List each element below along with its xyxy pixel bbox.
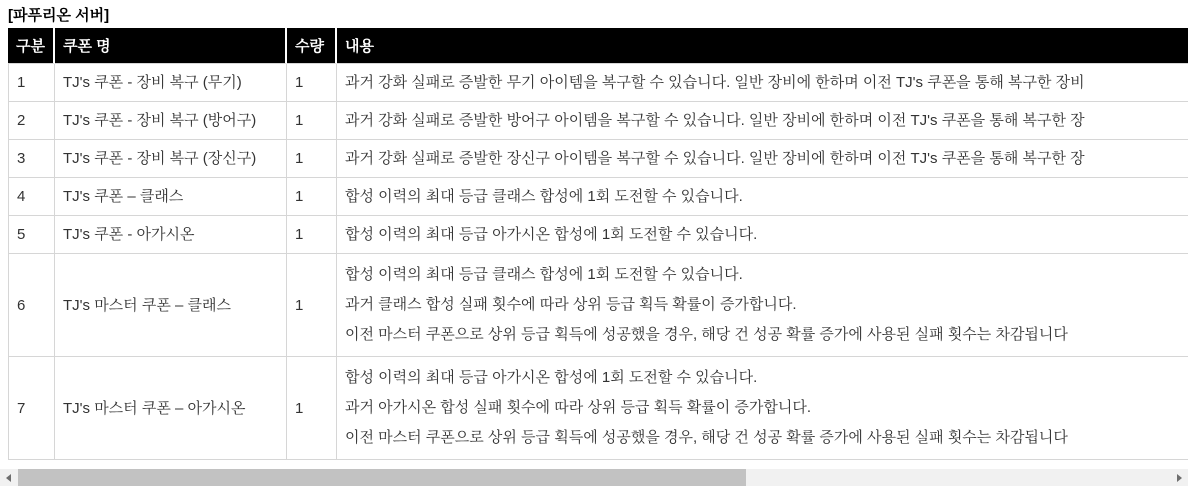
table-row xyxy=(8,254,1188,357)
description-line: 합성 이력의 최대 등급 클래스 합성에 1회 도전할 수 있습니다. xyxy=(345,266,743,283)
cell-description xyxy=(337,216,1188,254)
horizontal-scrollbar[interactable] xyxy=(0,469,1188,486)
cell-no: 1 xyxy=(8,64,55,102)
table-row xyxy=(8,357,1188,460)
table-row xyxy=(8,178,1188,216)
cell-coupon-name: TJ's 쿠폰 – 클래스 xyxy=(55,178,287,216)
description-line: 과거 아가시온 합성 실패 횟수에 따라 상위 등급 획득 확률이 증가합니다. xyxy=(345,399,812,416)
cell-coupon-name: TJ's 쿠폰 - 장비 복구 (장신구) xyxy=(55,140,287,178)
table-viewport xyxy=(8,28,1188,462)
scroll-right-button[interactable] xyxy=(1171,469,1188,486)
cell-coupon-name: TJ's 쿠폰 - 아가시온 xyxy=(55,216,287,254)
cell-description xyxy=(337,254,1188,357)
cell-quantity: 1 xyxy=(287,102,337,140)
description-line: 합성 이력의 최대 등급 클래스 합성에 1회 도전할 수 있습니다. xyxy=(345,188,743,205)
column-header-description: 내용 xyxy=(337,28,1188,64)
description-line: 과거 강화 실패로 증발한 방어구 아이템을 복구할 수 있습니다. 일반 장비에 한하며 이전 TJ's 쿠폰을 통해 복구한 장 xyxy=(345,112,1085,129)
cell-coupon-name: TJ's 마스터 쿠폰 – 아가시온 xyxy=(55,357,287,460)
cell-quantity: 1 xyxy=(287,178,337,216)
cell-description xyxy=(337,178,1188,216)
cell-no: 7 xyxy=(8,357,55,460)
table-row xyxy=(8,216,1188,254)
table-row xyxy=(8,140,1188,178)
scroll-left-button[interactable] xyxy=(0,469,17,486)
description-line: 이전 마스터 쿠폰으로 상위 등급 획득에 성공했을 경우, 해당 건 성공 확률 증가에 사용된 실패 횟수는 차감됩니다 xyxy=(345,326,1068,343)
coupon-table xyxy=(8,28,1188,460)
cell-description xyxy=(337,140,1188,178)
cell-coupon-name: TJ's 쿠폰 - 장비 복구 (무기) xyxy=(55,64,287,102)
cell-coupon-name: TJ's 쿠폰 - 장비 복구 (방어구) xyxy=(55,102,287,140)
page-title: [파푸리온 서버] xyxy=(8,7,110,24)
cell-quantity: 1 xyxy=(287,357,337,460)
column-header-category: 구분 xyxy=(8,28,55,64)
description-line: 이전 마스터 쿠폰으로 상위 등급 획득에 성공했을 경우, 해당 건 성공 확률 증가에 사용된 실패 횟수는 차감됩니다 xyxy=(345,429,1068,446)
cell-description xyxy=(337,64,1188,102)
header-row xyxy=(8,28,1188,64)
description-line: 과거 클래스 합성 실패 횟수에 따라 상위 등급 획득 확률이 증가합니다. xyxy=(345,296,797,313)
column-header-coupon-name: 쿠폰 명 xyxy=(55,28,287,64)
cell-description xyxy=(337,357,1188,460)
cell-no: 4 xyxy=(8,178,55,216)
cell-description xyxy=(337,102,1188,140)
cell-no: 5 xyxy=(8,216,55,254)
cell-no: 3 xyxy=(8,140,55,178)
arrow-right-icon xyxy=(1177,474,1182,482)
cell-quantity: 1 xyxy=(287,140,337,178)
cell-quantity: 1 xyxy=(287,64,337,102)
description-line: 합성 이력의 최대 등급 아가시온 합성에 1회 도전할 수 있습니다. xyxy=(345,369,758,386)
arrow-left-icon xyxy=(6,474,11,482)
scrollbar-thumb[interactable] xyxy=(18,469,746,486)
description-line: 과거 강화 실패로 증발한 장신구 아이템을 복구할 수 있습니다. 일반 장비에 한하며 이전 TJ's 쿠폰을 통해 복구한 장 xyxy=(345,150,1085,167)
description-line: 합성 이력의 최대 등급 아가시온 합성에 1회 도전할 수 있습니다. xyxy=(345,226,758,243)
table-row xyxy=(8,102,1188,140)
cell-coupon-name: TJ's 마스터 쿠폰 – 클래스 xyxy=(55,254,287,357)
table-row xyxy=(8,64,1188,102)
column-header-quantity: 수량 xyxy=(287,28,337,64)
cell-no: 6 xyxy=(8,254,55,357)
description-line: 과거 강화 실패로 증발한 무기 아이템을 복구할 수 있습니다. 일반 장비에 한하며 이전 TJ's 쿠폰을 통해 복구한 장비 xyxy=(345,74,1085,91)
cell-quantity: 1 xyxy=(287,216,337,254)
cell-quantity: 1 xyxy=(287,254,337,357)
cell-no: 2 xyxy=(8,102,55,140)
